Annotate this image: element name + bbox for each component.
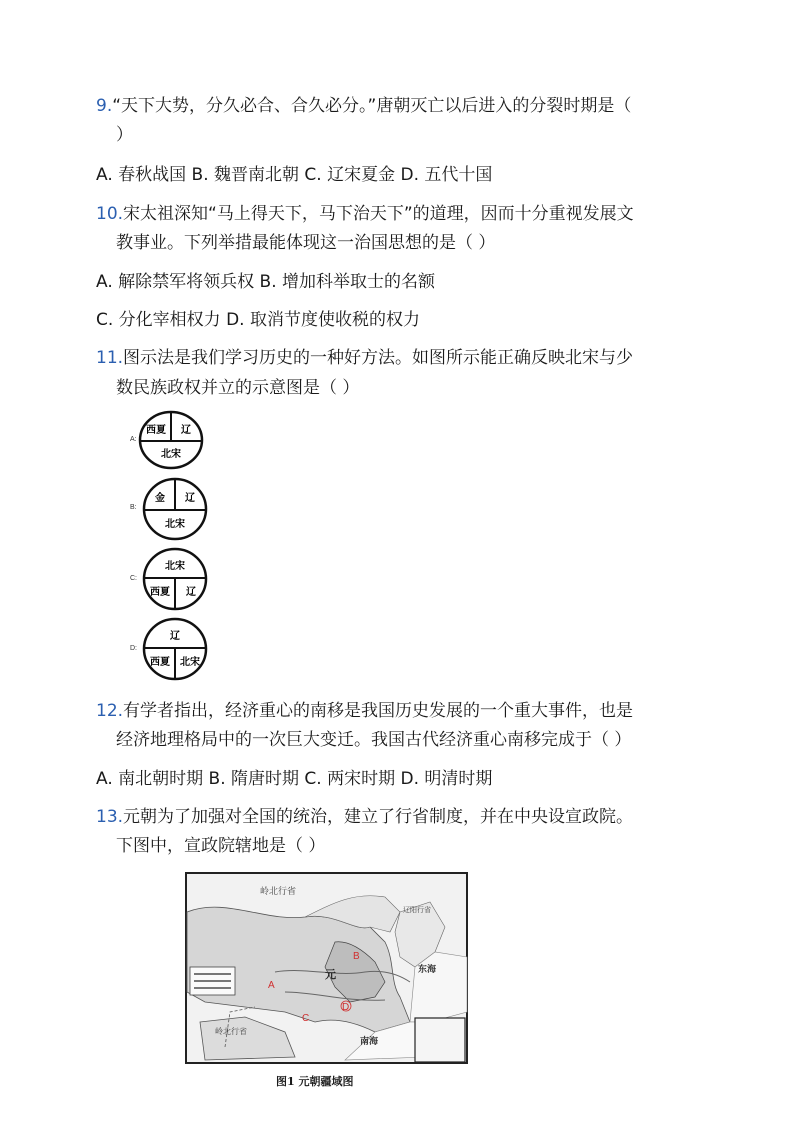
q10-stem-1: 宋太祖深知“马上得天下，马下治天下”的道理，因而十分重视发展文 bbox=[123, 204, 634, 224]
q9-options: A. 春秋战国 B. 魏晋南北朝 C. 辽宋夏金 D. 五代十国 bbox=[96, 165, 493, 185]
map-marker-a: A bbox=[268, 980, 275, 991]
q9-stem-2: ） bbox=[116, 125, 133, 145]
figure-a-top-left: 西夏 bbox=[146, 425, 166, 436]
figure-d-bottom-left: 西夏 bbox=[150, 657, 170, 668]
q11-stem-2: 数民族政权并立的示意图是（ ） bbox=[116, 378, 360, 398]
figure-a-bottom: 北宋 bbox=[161, 449, 181, 460]
q12-line1 bbox=[96, 700, 633, 722]
q12-stem-2: 经济地理格局中的一次巨大变迁。我国古代经济重心南移完成于（ ） bbox=[116, 730, 632, 750]
q13-stem-1: 元朝为了加强对全国的统治，建立了行省制度，并在中央设宣政院。 bbox=[123, 807, 634, 827]
q13-line1 bbox=[96, 806, 633, 828]
figure-d-bottom-right: 北宋 bbox=[180, 657, 200, 668]
q11-number: 11. bbox=[96, 348, 124, 368]
q12-stem-1: 有学者指出，经济重心的南移是我国历史发展的一个重大事件，也是 bbox=[123, 701, 634, 721]
map-label-east-sea: 东海 bbox=[418, 965, 437, 975]
figure-b-top-left: 金 bbox=[155, 493, 165, 504]
q13-stem-2: 下图中，宣政院辖地是（ ） bbox=[116, 836, 326, 856]
figure-d-label: D: bbox=[130, 645, 137, 652]
q9-stem-1: “天下大势，分久必合、合久必分。”唐朝灭亡以后进入的分裂时期是（ bbox=[112, 96, 632, 116]
q12-options: A. 南北朝时期 B. 隋唐时期 C. 两宋时期 D. 明清时期 bbox=[96, 769, 493, 789]
q12-number: 12. bbox=[96, 701, 124, 721]
yuan-dynasty-map bbox=[185, 872, 468, 1064]
q10-line1 bbox=[96, 203, 634, 225]
figure-b-circle bbox=[142, 477, 208, 541]
map-label-lingbei: 岭北行省 bbox=[260, 887, 297, 897]
map-marker-d: D bbox=[342, 1002, 350, 1013]
figure-c-circle bbox=[142, 547, 208, 611]
map-label-lingbei-2: 岭北行省 bbox=[215, 1027, 247, 1036]
q10-options-2: C. 分化宰相权力 D. 取消节度使收税的权力 bbox=[96, 310, 420, 330]
map-label-south-sea: 南海 bbox=[360, 1037, 379, 1047]
figure-c-top: 北宋 bbox=[165, 561, 185, 572]
map-marker-c: C bbox=[302, 1013, 310, 1024]
figure-d-top: 辽 bbox=[170, 631, 180, 642]
figure-c-label: C: bbox=[130, 575, 137, 582]
figure-a-circle bbox=[138, 410, 204, 470]
map-marker-b: B bbox=[353, 951, 360, 962]
figure-c-bottom-left: 西夏 bbox=[150, 587, 170, 598]
figure-b-label: B: bbox=[130, 504, 137, 511]
q10-number: 10. bbox=[96, 204, 124, 224]
q9-line1 bbox=[96, 95, 631, 117]
q10-stem-2: 教事业。下列举措最能体现这一治国思想的是（ ） bbox=[116, 233, 496, 253]
figure-b-bottom: 北宋 bbox=[165, 519, 185, 530]
map-label-liaoyang: 辽阳行省 bbox=[403, 906, 431, 914]
figure-a-label: A: bbox=[130, 436, 137, 443]
figure-b-top-right: 辽 bbox=[185, 493, 195, 504]
figure-c-bottom-right: 辽 bbox=[186, 587, 196, 598]
map-label-yuan: 元 bbox=[325, 968, 336, 981]
q11-line1 bbox=[96, 347, 633, 369]
q10-options-1: A. 解除禁军将领兵权 B. 增加科举取士的名额 bbox=[96, 272, 436, 292]
q13-number: 13. bbox=[96, 807, 124, 827]
figure-a-top-right: 辽 bbox=[181, 425, 191, 436]
q9-number: 9. bbox=[96, 96, 113, 116]
q11-stem-1: 图示法是我们学习历史的一种好方法。如图所示能正确反映北宋与少 bbox=[123, 348, 634, 368]
map-caption: 图1 元朝疆域图 bbox=[276, 1075, 354, 1088]
figure-d-circle bbox=[142, 617, 208, 681]
